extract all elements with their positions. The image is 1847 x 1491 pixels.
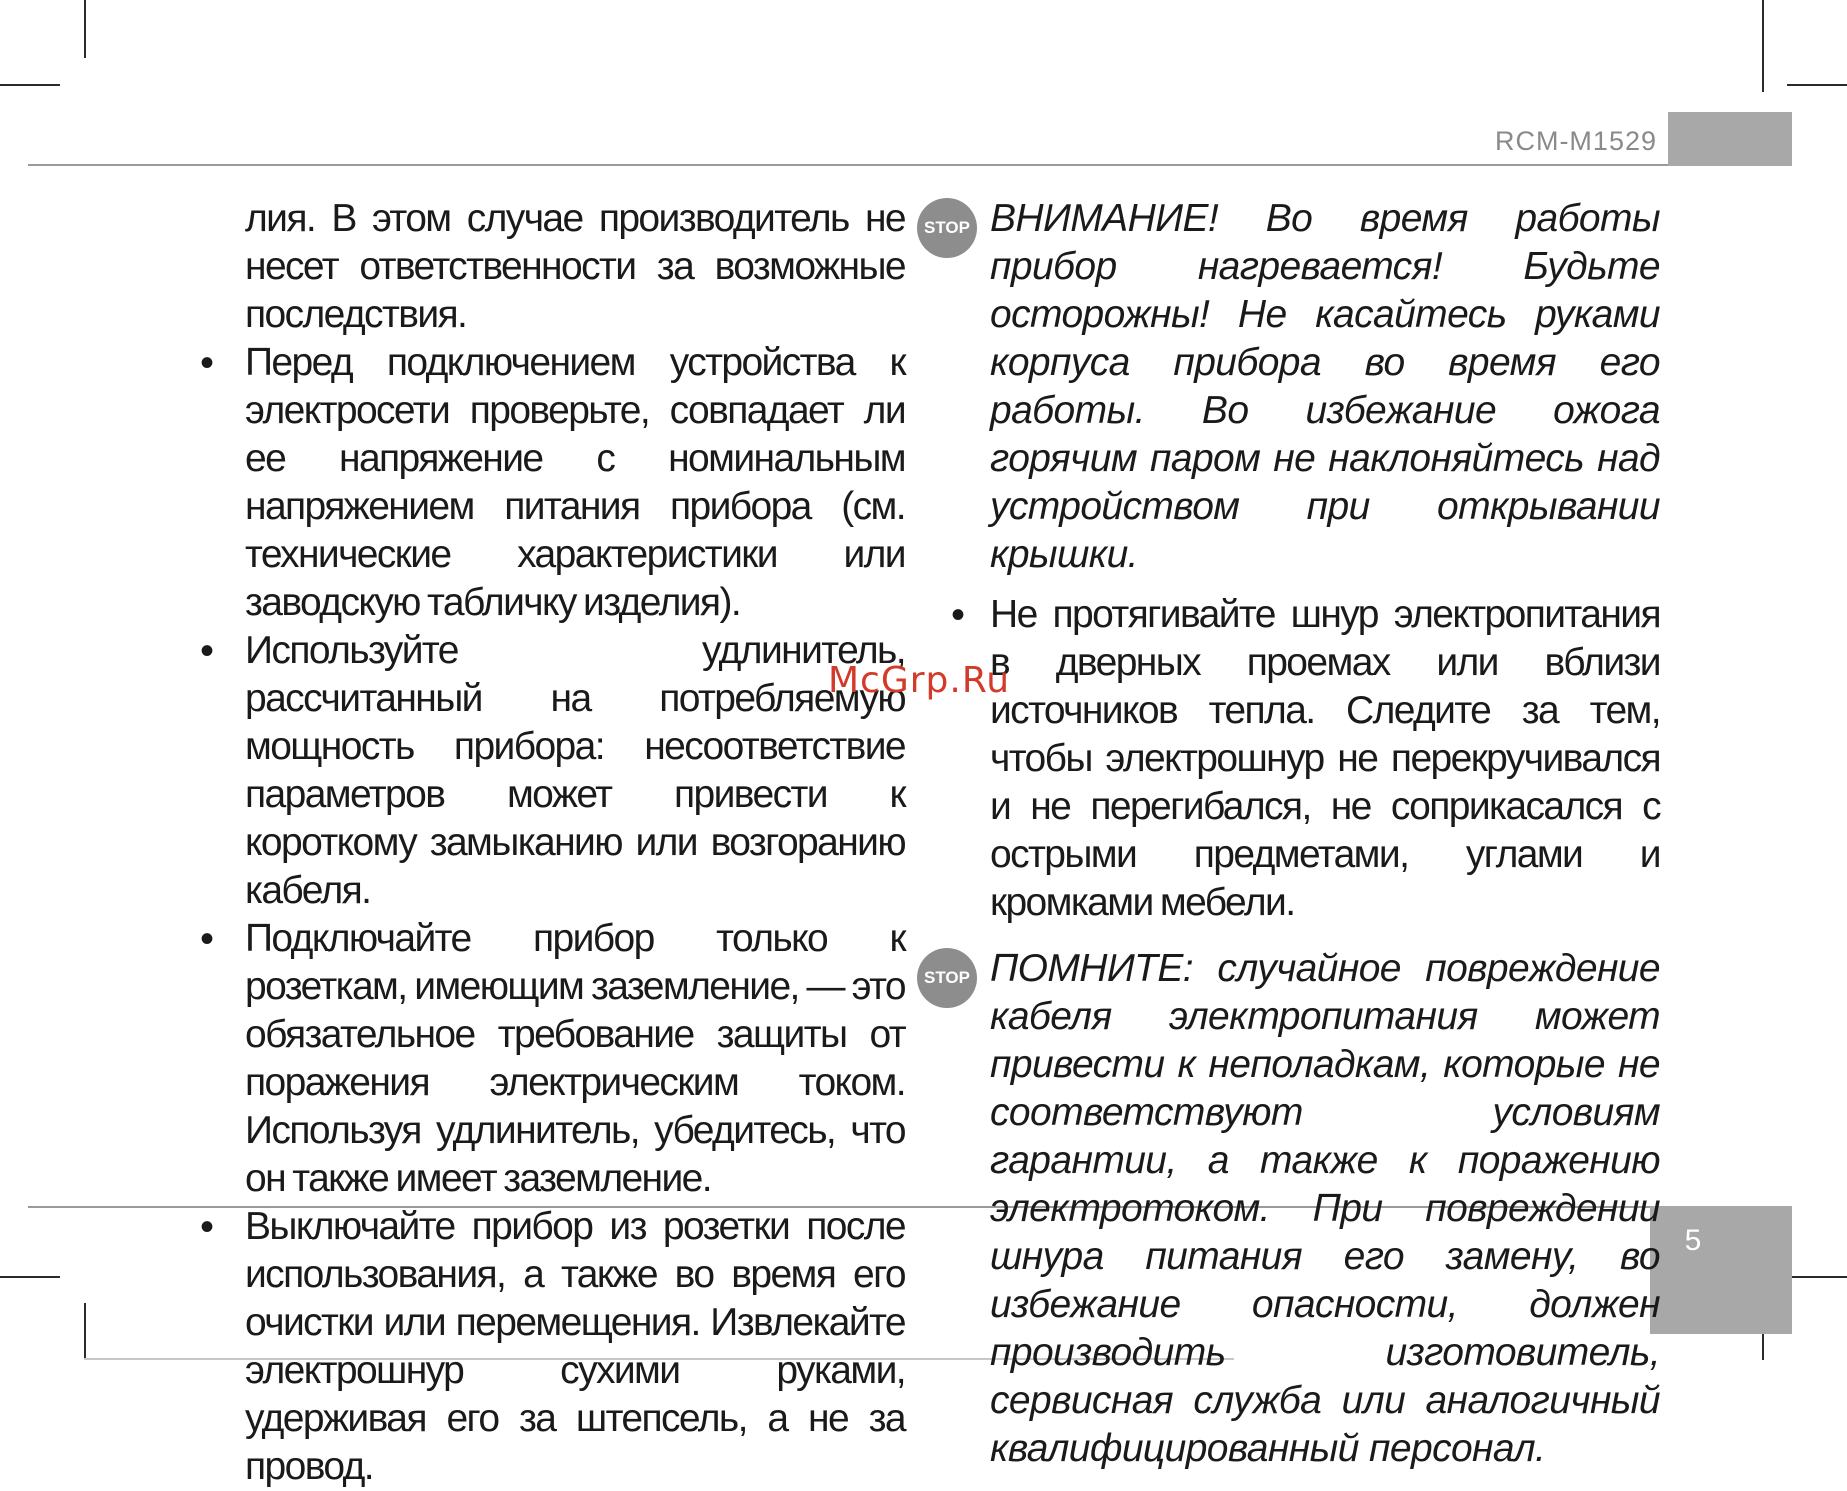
crop-mark (1787, 1276, 1847, 1278)
right-column (924, 195, 1660, 1473)
stop-icon: STOP (917, 948, 977, 1008)
warning-block (924, 945, 1660, 1473)
list-item (940, 591, 1660, 927)
header-tab (1668, 112, 1792, 166)
stop-icon: STOP (917, 198, 977, 258)
header-rule (28, 164, 1668, 166)
list-item (200, 915, 905, 1203)
page-number: 5 (1684, 1224, 1702, 1257)
list-item-text: Не протягивайте шнур электропитания в дверных проемах или вблизи источников тепла. Следите за тем, чтобы электрошнур не перекручивался и не перегибался, не соприкасался с острыми предметами, углами и кромками мебели. (990, 593, 1660, 924)
continuation-paragraph (200, 195, 905, 339)
bullet-icon: • (200, 917, 215, 961)
paragraph-text: лия. В этом случае производитель не несет ответственности за возможные последствия. (245, 197, 905, 336)
warning-text: ПОМНИТЕ: случайное повреждение кабеля электропитания может привести к неполадкам, которые не соответствуют условиям гарантии, а также к поражению электротоком. При повреждении шнура питания его замену, во избежание опасности, должен производить изготовитель, сервисная служба или аналогичный квалифицированный персонал. (990, 947, 1660, 1470)
bullet-icon: • (200, 341, 215, 385)
list-item-text: Используйте удлинитель, рассчитанный на потребляемую мощность прибора: несоответствие параметров может привести к короткому замыканию или возгоранию кабеля. (245, 629, 905, 912)
list-item-text: Перед подключением устройства к электросети проверьте, совпадает ли ее напряжение с номинальным напряжением питания прибора (см. технические характеристики или заводскую табличку изделия). (245, 341, 905, 624)
crop-mark (0, 84, 60, 86)
warning-block (924, 195, 1660, 579)
list-item (200, 1203, 905, 1491)
bullet-icon: • (200, 1205, 215, 1249)
crop-mark (1787, 84, 1847, 86)
watermark: McGrp.Ru (828, 660, 1011, 701)
crop-mark (0, 1276, 60, 1278)
list-item-text: Подключайте прибор только к розеткам, имеющим заземление, — это обязательное требование защиты от поражения электрическим током. Используя удлинитель, убедитесь, что он также имеет заземление. (245, 917, 905, 1200)
left-column (200, 195, 905, 1491)
warning-text: ВНИМАНИЕ! Во время работы прибор нагревается! Будьте осторожны! Не касайтесь руками корпуса прибора во время его работы. Во избежание ожога горячим паром не наклоняйтесь над устройством при открывании крышки. (990, 197, 1660, 576)
list-item (200, 339, 905, 627)
crop-mark (1762, 0, 1764, 92)
model-number: RCM-M1529 (1494, 126, 1657, 156)
bullet-icon: • (951, 593, 966, 637)
list-item (200, 627, 905, 915)
crop-mark (84, 0, 86, 58)
bullet-icon: • (200, 629, 215, 673)
crop-mark (84, 1303, 86, 1360)
list-item-text: Выключайте прибор из розетки после использования, а также во время его очистки или перемещения. Извлекайте электрошнур сухими руками, удерживая его за штепсель, а не за провод. (245, 1205, 905, 1488)
